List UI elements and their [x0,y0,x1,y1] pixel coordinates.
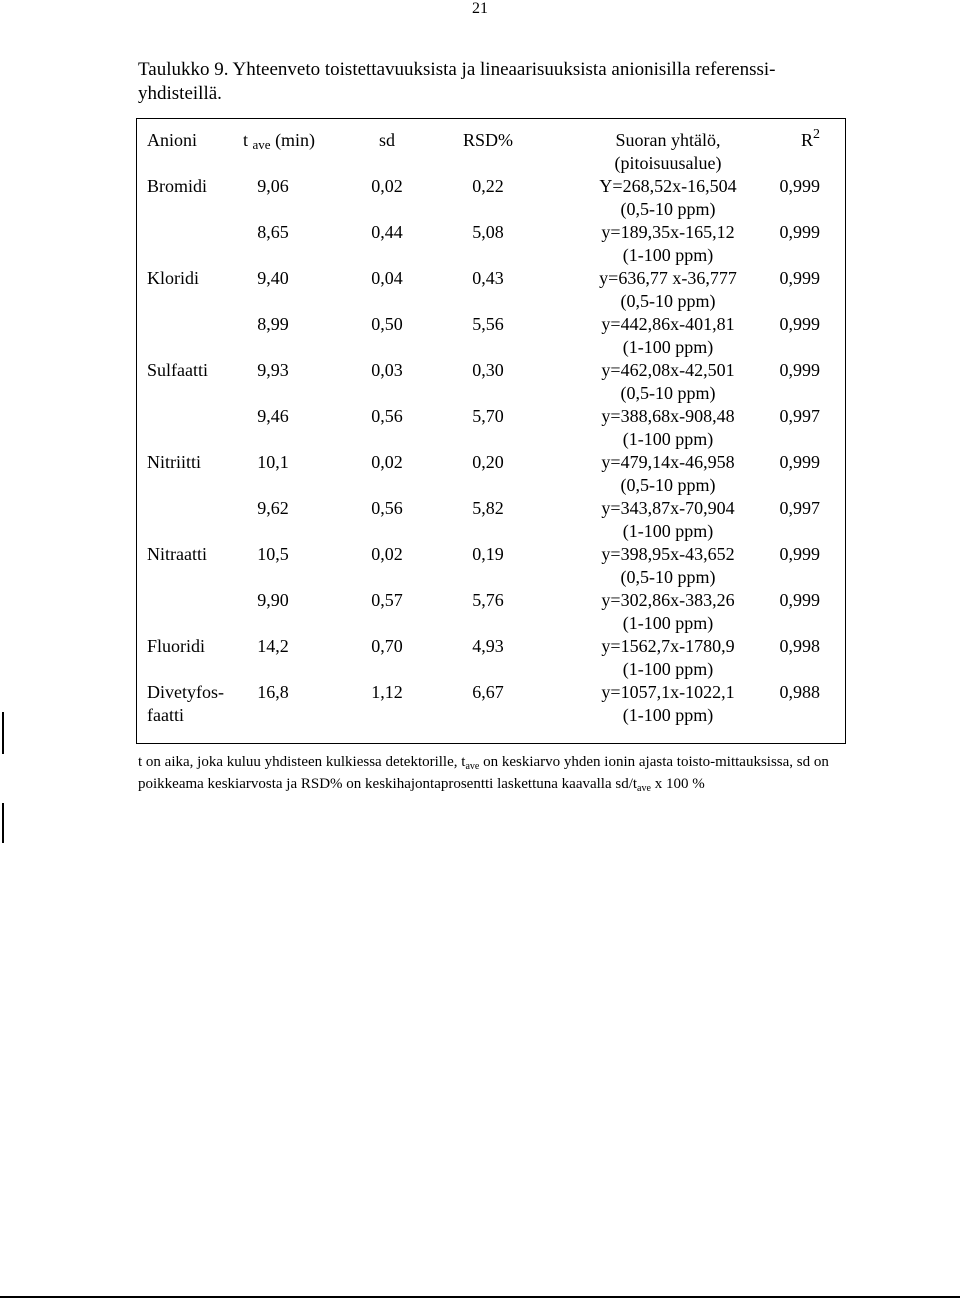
row-range: (0,5-10 ppm) [620,291,716,311]
row-r2: 0,999 [779,222,820,242]
row-equation: y=302,86x-383,26 [601,590,735,610]
row-r2: 0,997 [779,498,820,518]
row-rsd: 4,93 [472,636,504,656]
row-t-ave: 8,99 [257,314,289,334]
header-r2-main: R [800,130,813,150]
page-bottom-rule [0,1296,960,1298]
row-range: (0,5-10 ppm) [620,383,716,403]
row-r2: 0,988 [779,682,820,702]
header-t-unit: (min) [275,130,316,150]
header-equation: Suoran yhtälö, [615,130,721,150]
row-anion: Nitraatti [147,544,207,564]
row-r2: 0,999 [779,176,820,196]
header-t-main: t [243,130,249,150]
header-r2-sup: 2 [813,127,820,142]
header-t-ave [243,128,316,154]
row-sd: 0,57 [371,590,403,610]
row-equation: y=1057,1x-1022,1 [601,682,735,702]
row-anion: Bromidi [147,176,208,196]
row-r2: 0,999 [779,452,820,472]
row-sd: 0,56 [371,498,403,518]
row-r2: 0,999 [779,590,820,610]
row-t-ave: 9,90 [257,590,289,610]
row-rsd: 0,20 [472,452,504,472]
footnote-text-2: on keskiarvo yhden ionin ajasta toisto-mittauksissa, sd on poikkeama keskiarvosta ja RSD% on keskihajontaprosentti laskettuna kaavalla sd/t [138,754,829,792]
row-equation: y=398,95x-43,652 [601,544,735,564]
row-rsd: 0,19 [472,544,504,564]
row-sd: 0,56 [371,406,403,426]
row-t-ave: 9,06 [257,176,289,196]
header-range: (pitoisuusalue) [614,153,722,173]
row-r2: 0,998 [779,636,820,656]
row-equation: y=1562,7x-1780,9 [601,636,735,656]
row-t-ave: 9,62 [257,498,289,518]
row-t-ave: 10,5 [257,544,289,564]
row-rsd: 5,76 [472,590,504,610]
footnote-text-1: t on aika, joka kuluu yhdisteen kulkiessa detektorille, t [138,754,466,770]
row-t-ave: 16,8 [257,682,289,702]
header-sd: sd [378,130,395,150]
row-anion: Kloridi [147,268,199,288]
row-sd: 0,02 [371,544,403,564]
table-footnote [138,752,858,796]
row-t-ave: 10,1 [257,452,289,472]
row-r2: 0,999 [779,360,820,380]
table-caption: Taulukko 9. Yhteenveto toistettavuuksista ja lineaarisuuksista anionisilla referenssi-yhdisteillä. [138,59,776,104]
row-range: (1-100 ppm) [622,521,714,541]
row-t-ave: 14,2 [257,636,289,656]
footnote-sub-2: ave [637,783,651,794]
row-anion-line2: faatti [147,705,184,725]
row-anion: Nitriitti [147,452,201,472]
row-rsd: 5,08 [472,222,504,242]
row-sd: 0,03 [371,360,403,380]
header-r2 [756,128,820,155]
row-equation: y=479,14x-46,958 [601,452,735,472]
margin-mark [2,712,4,754]
row-sd: 0,70 [371,636,403,656]
row-t-ave: 9,40 [257,268,289,288]
row-rsd: 0,43 [472,268,504,288]
row-equation: y=442,86x-401,81 [601,314,735,334]
row-range: (1-100 ppm) [622,245,714,265]
row-range: (1-100 ppm) [622,613,714,633]
footnote-text-3: x 100 % [650,776,705,792]
row-equation: y=343,87x-70,904 [601,498,735,518]
row-range: (1-100 ppm) [622,659,714,679]
row-t-ave: 9,93 [257,360,289,380]
row-equation: y=636,77 x-36,777 [599,268,737,288]
header-t-sub: ave [252,137,271,152]
row-rsd: 5,70 [472,406,504,426]
row-range: (1-100 ppm) [622,337,714,357]
row-r2: 0,999 [779,268,820,288]
row-rsd: 0,30 [472,360,504,380]
row-equation: Y=268,52x-16,504 [599,176,737,196]
footnote-sub-1: ave [465,761,480,772]
row-range: (0,5-10 ppm) [620,475,716,495]
row-equation: y=189,35x-165,12 [601,222,735,242]
header-rsd: RSD% [462,130,513,150]
row-sd: 0,04 [371,268,403,288]
page-number: 21 [472,0,488,17]
row-r2: 0,999 [779,544,820,564]
row-rsd: 5,82 [472,498,504,518]
row-t-ave: 8,65 [257,222,289,242]
row-rsd: 0,22 [472,176,504,196]
row-anion: Fluoridi [147,636,206,656]
margin-mark [2,803,4,843]
row-range: (1-100 ppm) [622,429,714,449]
row-anion: Divetyfos- [147,682,224,702]
row-rsd: 6,67 [472,682,504,702]
row-t-ave: 9,46 [257,406,289,426]
row-sd: 0,02 [371,452,403,472]
row-sd: 0,02 [371,176,403,196]
row-sd: 0,50 [371,314,403,334]
row-r2: 0,999 [779,314,820,334]
row-rsd: 5,56 [472,314,504,334]
row-equation: y=388,68x-908,48 [601,406,735,426]
row-range: (0,5-10 ppm) [620,199,716,219]
header-anion: Anioni [147,130,198,150]
row-sd: 1,12 [371,682,403,702]
row-r2: 0,997 [779,406,820,426]
row-range: (1-100 ppm) [622,705,714,725]
row-anion: Sulfaatti [147,360,208,380]
row-range: (0,5-10 ppm) [620,567,716,587]
row-equation: y=462,08x-42,501 [601,360,735,380]
row-sd: 0,44 [371,222,403,242]
